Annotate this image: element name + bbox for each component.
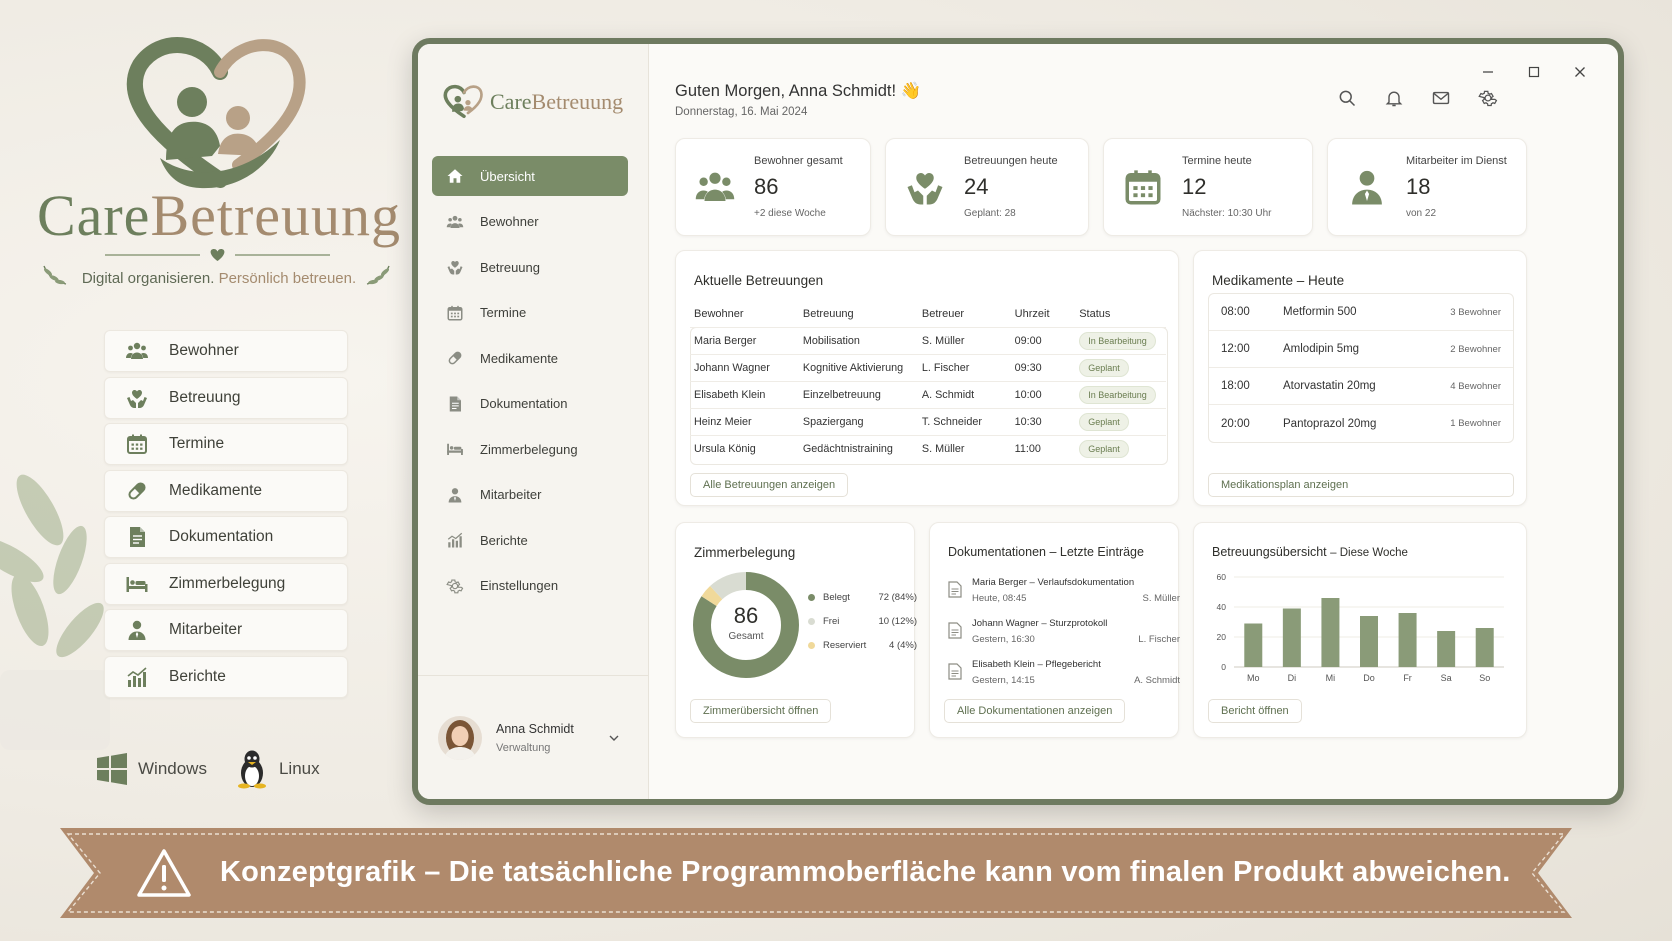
doc-author: L. Fischer [1138, 634, 1180, 645]
brand-logo-icon [120, 30, 320, 200]
feature-item-label: Termine [169, 435, 225, 452]
stat-sub: von 22 [1406, 208, 1437, 219]
residents-icon [446, 213, 464, 231]
stat-label: Mitarbeiter im Dienst [1406, 155, 1507, 167]
doc-title: Maria Berger – Verlaufsdokumentation [972, 577, 1135, 588]
room-occupancy-title: Zimmerbelegung [694, 545, 796, 560]
calendar-icon [125, 432, 149, 456]
doc-time: Gestern, 14:15 [972, 675, 1035, 686]
os-windows [96, 753, 207, 785]
stat-value: 18 [1406, 174, 1431, 199]
heart-hands-icon [125, 386, 149, 410]
stat-label: Bewohner gesamt [754, 155, 843, 167]
y-tick-label: 40 [1216, 602, 1226, 612]
table-cell: Heinz Meier [690, 408, 799, 435]
os-support [96, 748, 348, 790]
sidebar-item-label: Mitarbeiter [480, 487, 542, 502]
brand-logo-small-icon [442, 82, 486, 122]
legend-label: Frei [823, 615, 840, 627]
laurel-right-icon [365, 262, 393, 288]
feature-item-label: Dokumentation [169, 528, 274, 545]
stat-card[interactable] [675, 138, 871, 236]
med-name: Atorvastatin 20mg [1283, 380, 1376, 392]
doc-title: Johann Wagner – Sturzprotokoll [972, 618, 1108, 629]
stat-sub: Geplant: 28 [964, 208, 1016, 219]
chart-bar[interactable] [1437, 631, 1455, 667]
sidebar-item-label: Berichte [480, 532, 528, 548]
chevron-down-icon[interactable] [608, 732, 620, 744]
search-button[interactable] [1337, 88, 1357, 108]
table-cell: A. Schmidt [918, 381, 1011, 408]
feature-item [104, 516, 348, 558]
list-item[interactable] [948, 577, 1180, 604]
donut-total-label: Gesamt [728, 631, 764, 642]
feature-item [104, 377, 348, 419]
medications-card [1193, 250, 1527, 506]
column-header: Betreuung [802, 307, 854, 320]
feature-item-label: Betreuung [169, 388, 241, 406]
avatar [438, 716, 482, 760]
open-report-button[interactable]: Bericht öffnen [1208, 699, 1302, 723]
table-cell [1075, 354, 1166, 381]
staff-icon [446, 486, 464, 504]
status-badge: In Bearbeitung [1079, 386, 1156, 404]
med-time: 12:00 [1221, 343, 1250, 355]
sidebar-item-label: Einstellungen [480, 578, 559, 593]
pill-icon [125, 479, 149, 503]
feature-item [104, 330, 348, 372]
legend-dot [808, 642, 815, 649]
sidebar-item-label: Betreuung [480, 259, 540, 275]
y-tick-label: 60 [1216, 572, 1226, 582]
table-cell [1075, 381, 1166, 408]
file-icon [948, 622, 962, 639]
table-cell [1075, 435, 1166, 462]
table-cell [1075, 327, 1166, 354]
main-content [649, 44, 1618, 799]
legend-item [808, 585, 917, 609]
feature-item [104, 423, 348, 465]
chart-bar[interactable] [1476, 628, 1494, 667]
residents-icon [694, 166, 736, 208]
legend-dot [808, 618, 815, 625]
bell-icon [1384, 88, 1404, 108]
staff-icon [125, 618, 149, 642]
x-tick-label: Di [1287, 673, 1297, 683]
banner-text: Konzeptgrafik – Die tatsächliche Programmoberfläche kann vom finalen Produkt abweichen. [220, 856, 1511, 888]
med-name: Amlodipin 5mg [1283, 343, 1360, 355]
status-badge: Geplant [1079, 359, 1129, 377]
x-tick-label: Fr [1403, 673, 1412, 683]
legend-value: 4 (4%) [889, 639, 917, 651]
linux-tux-icon [235, 749, 269, 789]
user-profile[interactable] [418, 675, 649, 799]
column-header: Bewohner [694, 307, 744, 320]
legend-dot [808, 594, 815, 601]
table-cell: Elisabeth Klein [690, 381, 799, 408]
mail-icon [1431, 88, 1451, 108]
list-item[interactable] [1209, 294, 1513, 331]
med-name: Pantoprazol 20mg [1283, 417, 1377, 430]
file-icon [948, 581, 962, 598]
weekly-bar-chart [1204, 567, 1514, 687]
sidebar-item-bed[interactable] [432, 429, 628, 469]
med-time: 08:00 [1221, 306, 1250, 318]
legend-item [808, 609, 917, 633]
table-cell: S. Müller [918, 435, 1011, 462]
warning-icon [136, 848, 192, 898]
calendar-icon [446, 304, 464, 322]
user-role: Verwaltung [496, 741, 551, 754]
table-cell: 09:00 [1011, 327, 1076, 354]
sidebar [418, 44, 649, 799]
stat-value: 12 [1182, 174, 1207, 199]
feature-item-label: Mitarbeiter [169, 621, 243, 638]
doc-author: S. Müller [1142, 593, 1180, 604]
table-cell: Einzelbetreuung [799, 381, 918, 408]
legend-value: 72 (84%) [878, 591, 917, 603]
gear-icon [446, 577, 464, 595]
stat-value: 86 [754, 174, 779, 199]
table-cell: L. Fischer [918, 354, 1011, 381]
table-cell: Mobilisation [799, 327, 918, 354]
medication-list [1208, 293, 1514, 443]
sidebar-item-label: Zimmerbelegung [480, 441, 578, 457]
feature-item [104, 470, 348, 512]
table-row[interactable] [690, 408, 1166, 435]
x-tick-label: So [1479, 673, 1491, 683]
bed-icon [446, 440, 464, 458]
chart-bar[interactable] [1283, 609, 1301, 668]
table-body [690, 327, 1166, 462]
sidebar-item-label: Übersicht [480, 168, 535, 184]
feature-item-label: Medikamente [169, 481, 263, 499]
stat-label: Termine heute [1182, 155, 1252, 167]
medications-title: Medikamente – Heute [1212, 273, 1345, 288]
home-icon [446, 167, 464, 185]
stat-sub: Nächster: 10:30 Uhr [1182, 208, 1272, 219]
donut-legend [808, 585, 917, 657]
stat-value: 24 [964, 174, 989, 199]
table-header [690, 301, 1166, 327]
legend-label: Reserviert [823, 639, 867, 651]
staff-icon [1346, 166, 1388, 208]
table-cell: S. Müller [918, 327, 1011, 354]
y-tick-label: 0 [1221, 662, 1226, 672]
table-cell: Gedächtnistraining [799, 435, 918, 462]
heart-divider-icon [105, 248, 330, 262]
med-count: 2 Bewohner [1450, 343, 1501, 355]
os-linux [235, 749, 320, 789]
column-header: Betreuer [921, 307, 965, 320]
calendar-icon [1122, 166, 1164, 208]
chart-bar[interactable] [1244, 624, 1262, 668]
sidebar-item-home[interactable] [432, 156, 628, 196]
greeting [675, 82, 921, 118]
table-cell [1075, 408, 1166, 435]
stat-card[interactable] [885, 138, 1089, 236]
avatar-photo-icon [438, 716, 482, 760]
table-cell: 10:00 [1011, 381, 1076, 408]
table-row[interactable] [690, 354, 1166, 381]
messages-button[interactable] [1431, 88, 1451, 108]
y-tick-label: 20 [1216, 632, 1226, 642]
doc-author: A. Schmidt [1134, 675, 1180, 686]
table-cell: Spaziergang [799, 408, 918, 435]
search-icon [1337, 88, 1357, 108]
med-count: 4 Bewohner [1450, 380, 1501, 392]
feature-item [104, 656, 348, 698]
med-count: 3 Bewohner [1450, 306, 1501, 318]
chart-bar[interactable] [1399, 613, 1417, 667]
table-cell: 11:00 [1011, 435, 1076, 462]
sidebar-item-document[interactable] [432, 384, 628, 424]
column-header: Uhrzeit [1014, 307, 1050, 320]
doc-time: Gestern, 16:30 [972, 634, 1035, 645]
table-cell: Kognitive Aktivierung [799, 354, 918, 381]
list-item[interactable] [1209, 331, 1513, 368]
feature-item [104, 609, 348, 651]
feature-list [104, 330, 348, 702]
list-item[interactable] [948, 659, 1180, 686]
header-actions [1337, 88, 1498, 108]
sidebar-item-label: Bewohner [480, 214, 539, 229]
feature-item-label: Berichte [169, 667, 226, 685]
list-item[interactable] [1209, 405, 1513, 442]
med-count: 1 Bewohner [1450, 418, 1501, 429]
feature-item [104, 563, 348, 605]
user-name: Anna Schmidt [496, 721, 574, 736]
sidebar-item-pill[interactable] [432, 338, 628, 378]
table-cell: Ursula König [690, 435, 799, 462]
med-time: 18:00 [1221, 380, 1250, 392]
sidebar-logo[interactable]: CareBetreuung [442, 82, 623, 122]
table-cell: Maria Berger [690, 327, 799, 354]
stat-card[interactable] [1327, 138, 1527, 236]
legend-item [808, 633, 917, 657]
sidebar-item-gear[interactable] [432, 566, 628, 606]
stat-label: Betreuungen heute [964, 155, 1058, 167]
documentation-title: Dokumentationen – Letzte Einträge [948, 545, 1144, 559]
stat-card[interactable] [1103, 138, 1313, 236]
feature-item-label: Zimmerbelegung [169, 574, 286, 592]
med-name: Metformin 500 [1283, 306, 1357, 318]
all-docs-button[interactable]: Alle Dokumentationen anzeigen [944, 699, 1125, 723]
med-time: 20:00 [1221, 417, 1250, 430]
file-icon [948, 663, 962, 680]
documentation-card [929, 522, 1179, 738]
x-tick-label: Do [1363, 673, 1375, 683]
legend-label: Belegt [823, 591, 850, 603]
donut-total: 86 [733, 603, 759, 628]
sidebar-item-calendar[interactable] [432, 293, 628, 333]
room-occupancy-card [675, 522, 915, 738]
gear-icon [1478, 88, 1498, 108]
table-row[interactable] [690, 381, 1166, 408]
tagline: Digital organisieren. Persönlich betreuen. [81, 270, 357, 287]
greeting-title: Guten Morgen, Anna Schmidt! 👋 [675, 82, 922, 100]
pill-icon [446, 349, 464, 367]
chart-icon [125, 665, 149, 689]
status-badge: Geplant [1079, 440, 1129, 458]
disclaimer-banner [60, 828, 1572, 918]
document-icon [446, 395, 464, 413]
sidebar-nav [432, 156, 628, 611]
os-linux-label: Linux [278, 759, 320, 778]
chart-bar[interactable] [1360, 616, 1378, 667]
list-item[interactable] [1209, 368, 1513, 405]
chart-bar[interactable] [1321, 598, 1339, 667]
windows-icon [96, 753, 128, 785]
list-item[interactable] [948, 618, 1180, 645]
room-overview-button[interactable]: Zimmerübersicht öffnen [690, 699, 831, 723]
chart-icon [446, 531, 464, 549]
doc-time: Heute, 08:45 [972, 593, 1027, 604]
table-row[interactable] [690, 327, 1166, 354]
x-tick-label: Mi [1325, 673, 1336, 683]
heart-hands-icon [904, 166, 946, 208]
x-tick-label: Mo [1247, 673, 1260, 683]
sidebar-item-label: Dokumentation [480, 396, 568, 411]
document-icon [125, 525, 149, 549]
column-header: Status [1079, 307, 1111, 320]
sidebar-item-label: Termine [480, 305, 527, 320]
residents-icon [125, 339, 149, 363]
status-badge: Geplant [1079, 413, 1129, 431]
current-care-title: Aktuelle Betreuungen [694, 273, 824, 288]
settings-button[interactable] [1478, 88, 1498, 108]
table-cell: 10:30 [1011, 408, 1076, 435]
current-care-card [675, 250, 1179, 506]
os-windows-label: Windows [138, 759, 207, 778]
table-cell: Johann Wagner [690, 354, 799, 381]
sidebar-item-staff[interactable] [432, 475, 628, 515]
feature-item-label: Bewohner [169, 342, 239, 359]
status-badge: In Bearbeitung [1079, 332, 1156, 350]
heart-hands-icon [446, 258, 464, 276]
sidebar-item-residents[interactable] [432, 202, 628, 242]
sidebar-item-heart-hands[interactable] [432, 247, 628, 287]
table-cell: 09:30 [1011, 354, 1076, 381]
legend-value: 10 (12%) [878, 615, 917, 627]
greeting-date: Donnerstag, 16. Mai 2024 [675, 106, 808, 118]
sidebar-item-chart[interactable] [432, 520, 628, 560]
stat-sub: +2 diese Woche [754, 208, 826, 219]
promo-panel [0, 0, 410, 941]
weekly-overview-title: Betreuungsübersicht – Diese Woche [1212, 545, 1408, 559]
notifications-button[interactable] [1384, 88, 1404, 108]
sidebar-item-label: Medikamente [480, 350, 559, 366]
medication-plan-button[interactable]: Medikationsplan anzeigen [1208, 473, 1514, 497]
all-care-button[interactable]: Alle Betreuungen anzeigen [690, 473, 848, 497]
x-tick-label: Sa [1440, 673, 1452, 683]
weekly-overview-card [1193, 522, 1527, 738]
bed-icon [125, 572, 149, 596]
table-row[interactable] [690, 435, 1166, 462]
table-cell: T. Schneider [918, 408, 1011, 435]
care-table [690, 301, 1166, 462]
doc-title: Elisabeth Klein – Pflegebericht [972, 659, 1101, 670]
brand-name: CareBetreuung [36, 183, 402, 248]
app-window [412, 38, 1624, 805]
